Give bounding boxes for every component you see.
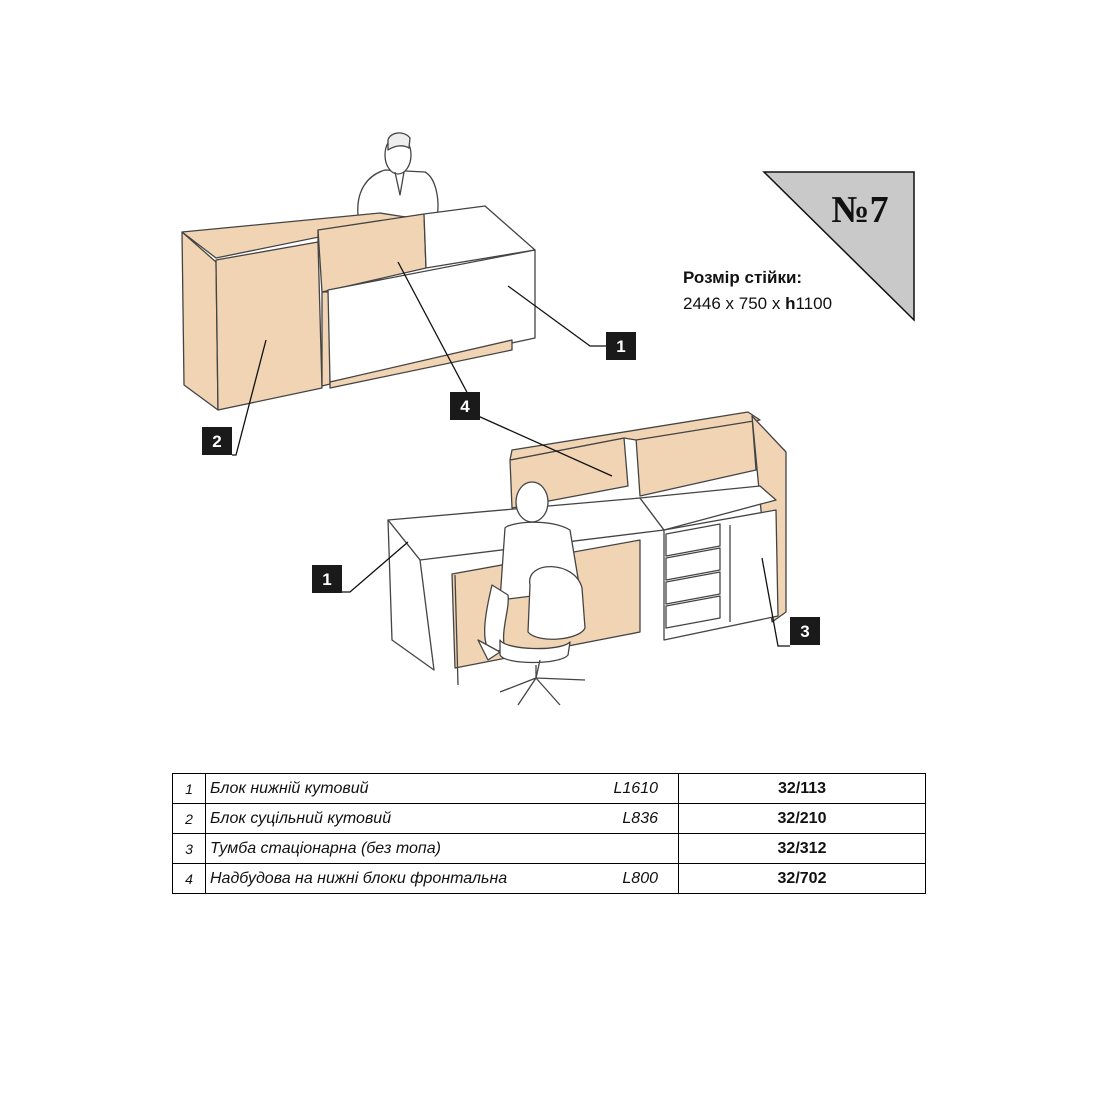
callout-4-text: 4: [460, 397, 470, 416]
model-number-text: №7: [831, 189, 889, 231]
callout-1-bottom-text: 1: [322, 570, 332, 589]
part-code: 32/210: [679, 804, 926, 834]
size-dims: 2446 x 750 x: [683, 294, 786, 313]
part-name: Блок суцільний кутовий: [206, 804, 515, 834]
part-number: 2: [173, 804, 206, 834]
table-row: [173, 834, 926, 864]
callout-3-text: 3: [800, 622, 810, 641]
part-code: 32/702: [679, 864, 926, 894]
callout-1-bottom: [312, 565, 342, 593]
size-height: 1100: [795, 294, 833, 313]
callout-1-top-text: 1: [616, 337, 626, 356]
size-value: [683, 294, 832, 313]
table-row: [173, 804, 926, 834]
part-size: L836: [514, 804, 679, 834]
part-size: L800: [514, 864, 679, 894]
callout-3: [790, 617, 820, 645]
standing-person-figure: [358, 133, 438, 218]
parts-table: [172, 773, 926, 894]
part-number: 4: [173, 864, 206, 894]
front-view-illustration: [182, 133, 535, 410]
callout-2-text: 2: [212, 432, 222, 451]
rear-view-illustration: [388, 412, 786, 705]
size-info: [683, 268, 832, 313]
table-row: [173, 864, 926, 894]
part-size: [514, 834, 679, 864]
size-h-prefix: h: [785, 294, 796, 313]
callout-1-top: [606, 332, 636, 360]
front-panel: [216, 242, 322, 410]
part-name: Блок нижній кутовий: [206, 774, 515, 804]
part-number: 1: [173, 774, 206, 804]
part-size: L1610: [514, 774, 679, 804]
part-number: 3: [173, 834, 206, 864]
callout-2: [202, 427, 232, 455]
callout-4: [450, 392, 480, 420]
pedestal-drawers: [666, 524, 730, 628]
size-title: Розмір стійки:: [683, 268, 803, 287]
side-panel: [182, 232, 218, 410]
part-name: Тумба стаціонарна (без топа): [206, 834, 515, 864]
table-row: [173, 774, 926, 804]
part-name: Надбудова на нижні блоки фронтальна: [206, 864, 515, 894]
part-code: 32/312: [679, 834, 926, 864]
part-code: 32/113: [679, 774, 926, 804]
